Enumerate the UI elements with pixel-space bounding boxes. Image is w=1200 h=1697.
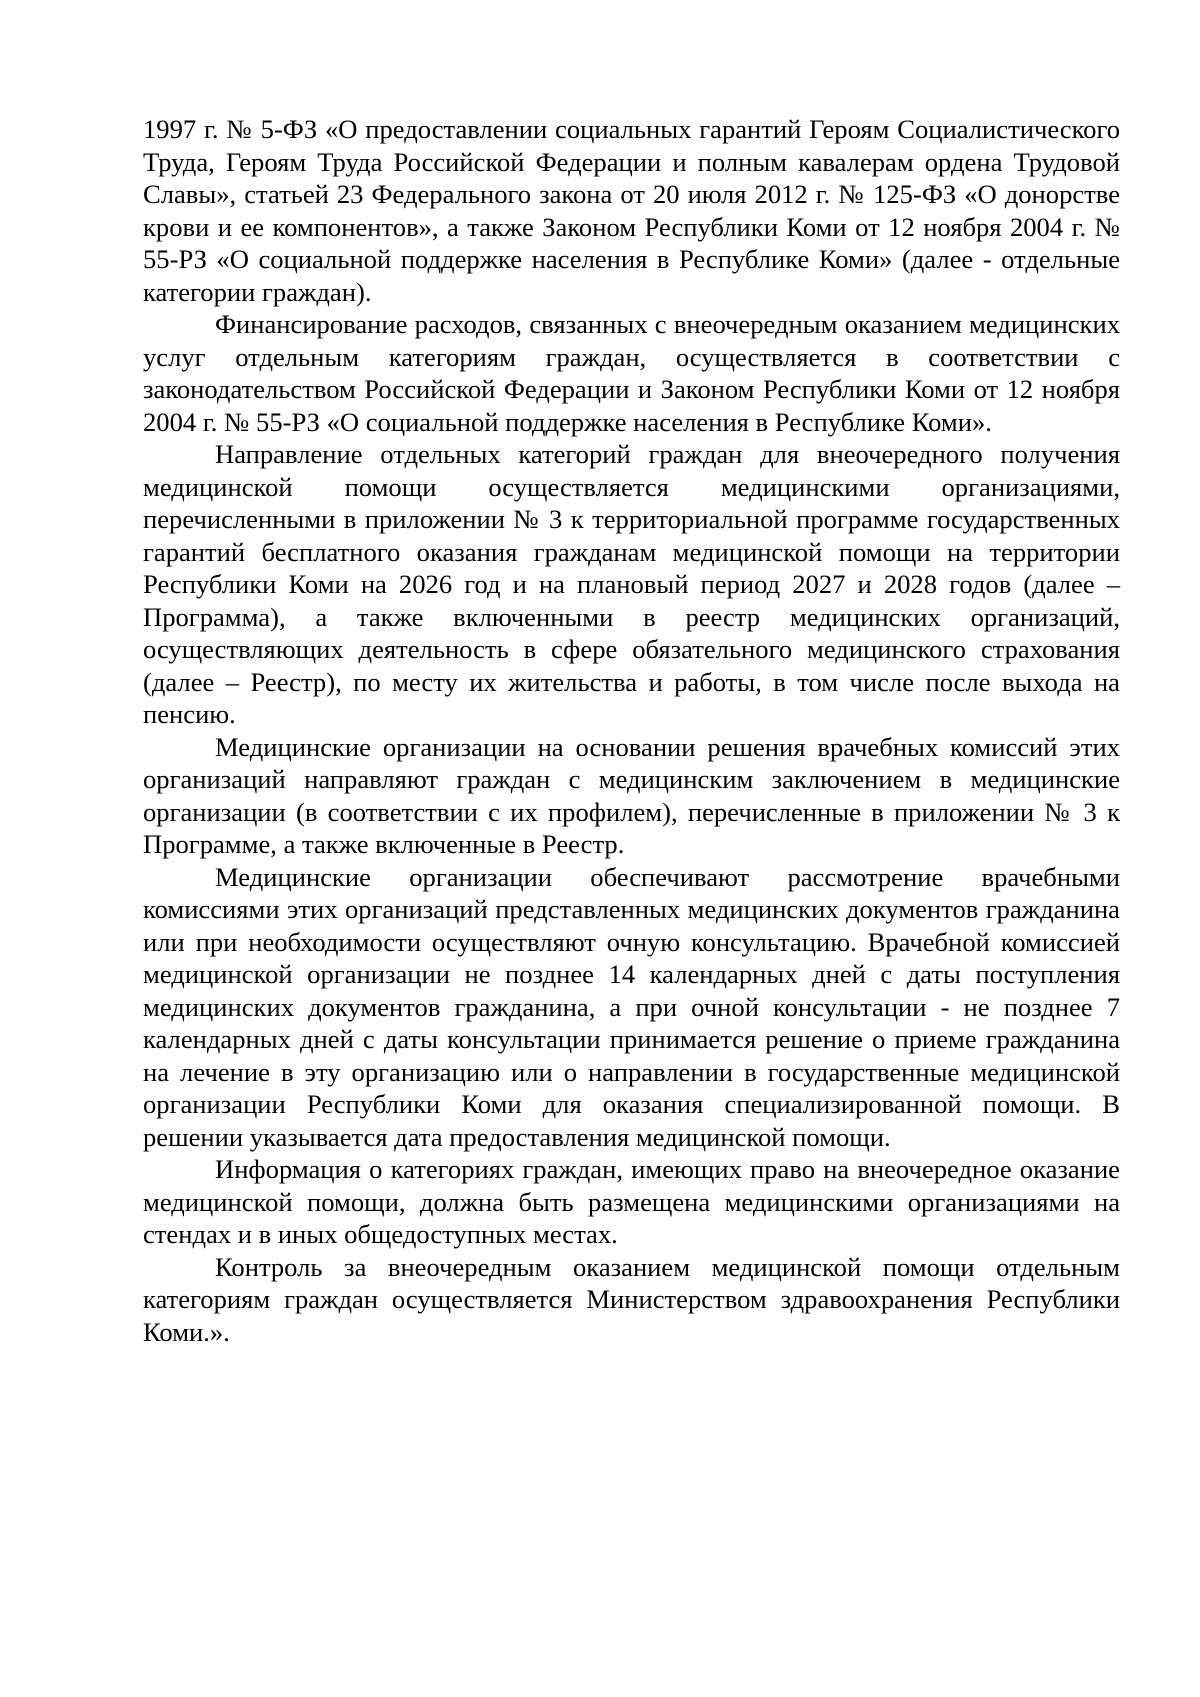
paragraph-7: Контроль за внеочередным оказанием медицинской помощи отдельным категориям граждан осуществляется Министерством здравоохранения Республики Коми.». [143, 1251, 1120, 1347]
paragraph-5: Медицинские организации обеспечивают рассмотрение врачебными комиссиями этих организаций представленных медицинских документов гражданина или при необходимости осуществляют очную консультацию. Врачебной комиссией медицинской организации не позднее 14 календарных дней с даты поступления медицинских документов гражданина, а при очной консультации - не позднее 7 календарных дней с даты консультации принимается решение о приеме гражданина на лечение в эту организацию или о направлении в государственные медицинской организации Республики Коми для оказания специализированной помощи. В решении указывается дата предоставления медицинской помощи. [143, 861, 1120, 1152]
paragraph-1: 1997 г. № 5-ФЗ «О предоставлении социальных гарантий Героям Социалистического Труда, Героям Труда Российской Федерации и полным кавалерам ордена Трудовой Славы», статьей 23 Федерального закона от 20 июля 2012 г. № 125-ФЗ «О донорстве крови и ее компонентов», а также Законом Республики Коми от 12 ноября 2004 г. № 55-РЗ «О социальной поддержке населения в Республике Коми» (далее - отдельные категории граждан). [143, 114, 1120, 307]
paragraph-4: Медицинские организации на основании решения врачебных комиссий этих организаций направляют граждан с медицинским заключением в медицинские организации (в соответствии с их профилем), перечисленные в приложении № 3 к Программе, а также включенные в Реестр. [143, 731, 1120, 859]
paragraph-3: Направление отдельных категорий граждан для внеочередного получения медицинской помощи осуществляется медицинскими организациями, перечисленными в приложении № 3 к территориальной программе государственных гарантий бесплатного оказания гражданам медицинской помощи на территории Республики Коми на 2026 год и на плановый период 2027 и 2028 годов (далее – Программа), а также включенными в реестр медицинских организаций, осуществляющих деятельность в сфере обязательного медицинского страхования (далее – Реестр), по месту их жительства и работы, в том числе после выхода на пенсию. [143, 439, 1120, 729]
paragraph-6: Информация о категориях граждан, имеющих право на внеочередное оказание медицинской помощи, должна быть размещена медицинскими организациями на стендах и в иных общедоступных местах. [143, 1154, 1120, 1249]
document-body [143, 113, 1120, 1348]
paragraph-2: Финансирование расходов, связанных с внеочередным оказанием медицинских услуг отдельным категориям граждан, осуществляется в соответствии с законодательством Российской Федерации и Законом Республики Коми от 12 ноября 2004 г. № 55-РЗ «О социальной поддержке населения в Республике Коми». [143, 309, 1120, 437]
